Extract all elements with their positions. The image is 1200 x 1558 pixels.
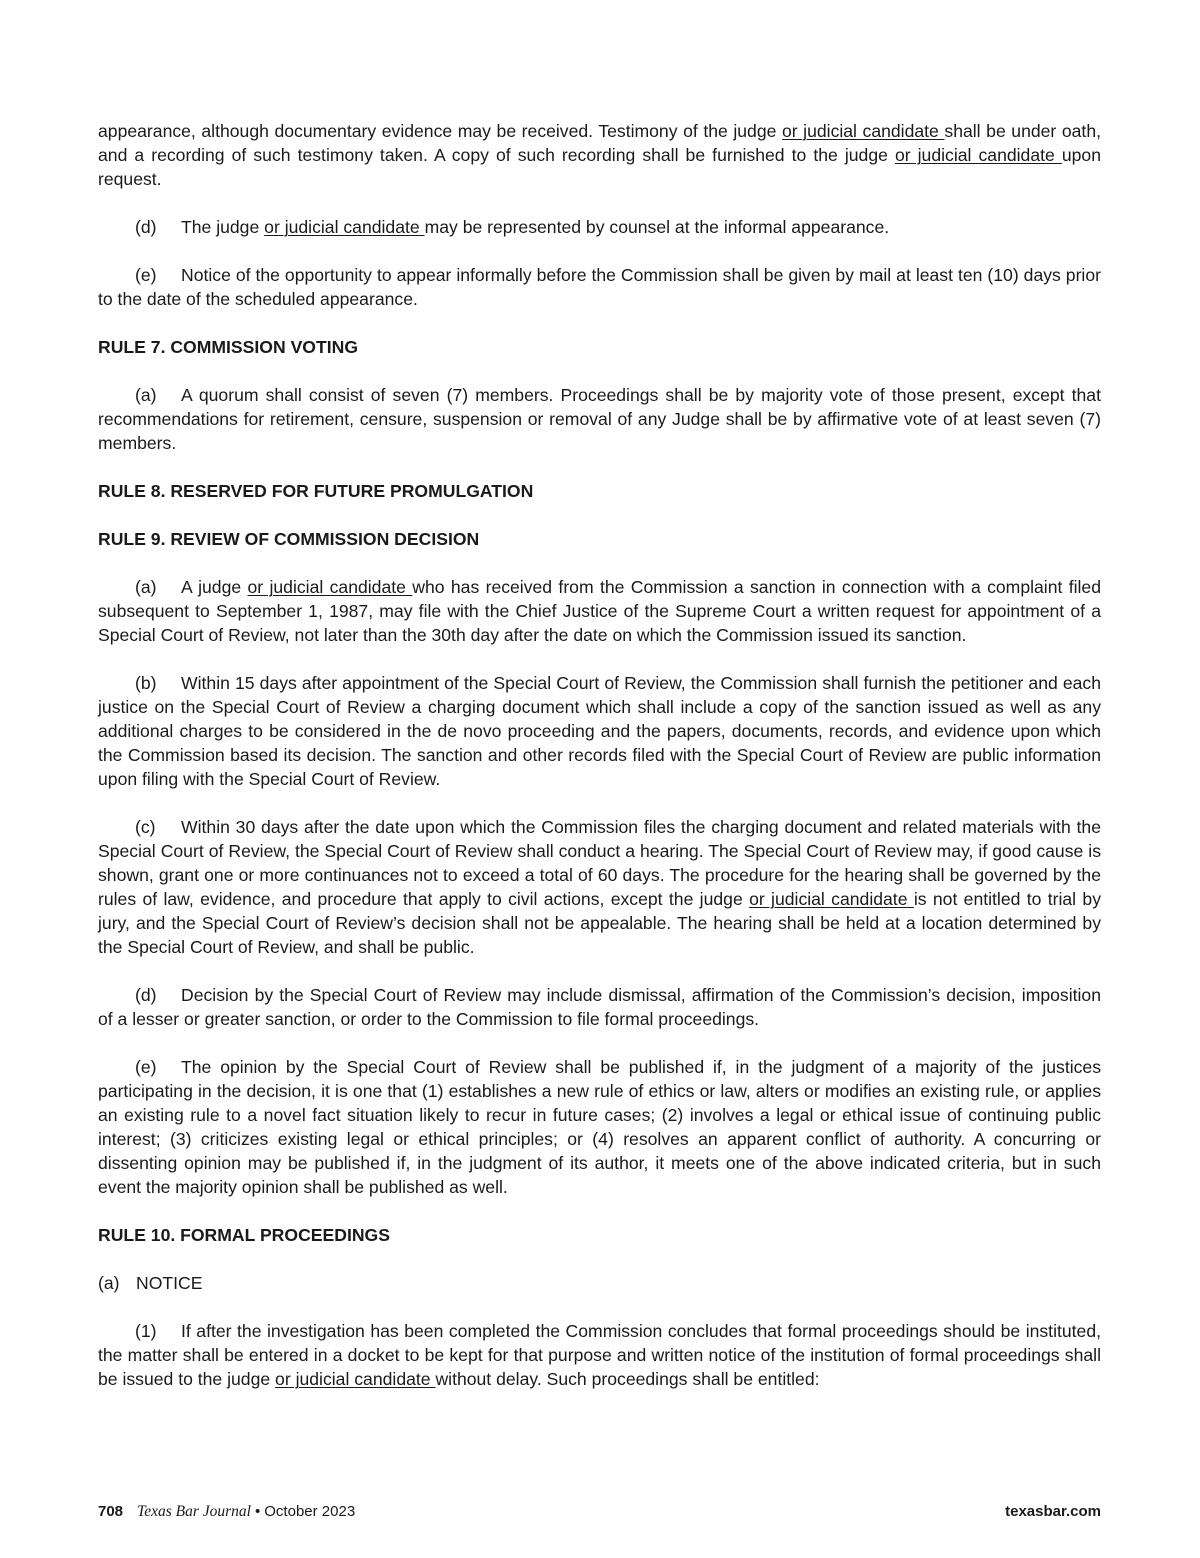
rule7-heading: RULE 7. COMMISSION VOTING bbox=[98, 337, 359, 357]
paragraph-label: (b) bbox=[135, 673, 157, 693]
paragraph-label: (e) bbox=[135, 1057, 157, 1077]
rule6-paragraph-d bbox=[98, 215, 1101, 239]
document-body bbox=[98, 119, 1101, 1391]
text: Decision by the Special Court of Review may include dismissal, affirmation of the Commission’s decision, imposition of a lesser or greater sanction, or order to the Commission to file formal proceedings. bbox=[98, 985, 1101, 1029]
rule7-paragraph-a bbox=[98, 383, 1101, 455]
text: upon request. bbox=[98, 145, 1101, 189]
paragraph-label: (a) bbox=[135, 385, 157, 405]
paragraph-continuation bbox=[98, 119, 1101, 191]
amendment-underline: or judicial candidate bbox=[749, 889, 914, 909]
text: A quorum shall consist of seven (7) members. Proceedings shall be by majority vote of those present, except that recommendations for retirement, censure, suspension or removal of any Judge shall be by affirmative vote of at least seven (7) members. bbox=[98, 385, 1101, 453]
page-number: 708 bbox=[98, 1503, 124, 1520]
paragraph-label: (d) bbox=[135, 217, 157, 237]
text: A judge bbox=[181, 577, 248, 597]
page-footer bbox=[98, 1503, 1101, 1527]
paragraph-label: (1) bbox=[135, 1321, 157, 1341]
amendment-underline: or judicial candidate bbox=[275, 1369, 436, 1389]
text: who has received from the Commission a sanction in connection with a complaint filed subsequent to September 1, 1987, may file with the Chief Justice of the Supreme Court a written request for appointment of a Special Court of Review, not later than the 30th day after the date on which the Commission issued its sanction. bbox=[98, 577, 1102, 645]
rule9-paragraph-c bbox=[98, 815, 1101, 959]
amendment-underline: or judicial candidate bbox=[781, 121, 945, 141]
text: is not entitled to trial by jury, and the Special Court of Review’s decision shall not be appealable. The hearing shall be held at a location determined by the Special Court of Review, and shall be public. bbox=[98, 889, 1101, 957]
rule8-heading: RULE 8. RESERVED FOR FUTURE PROMULGATION bbox=[98, 481, 534, 501]
rule10-heading: RULE 10. FORMAL PROCEEDINGS bbox=[98, 1225, 390, 1245]
text: without delay. Such proceedings shall be entitled: bbox=[435, 1369, 820, 1389]
rule9-paragraph-e bbox=[98, 1055, 1101, 1199]
rule10-paragraph-1 bbox=[98, 1319, 1101, 1391]
amendment-underline: or judicial candidate bbox=[264, 217, 425, 237]
paragraph-label: (a) bbox=[98, 1273, 120, 1293]
text: The judge bbox=[181, 217, 265, 237]
text: The opinion by the Special Court of Review shall be published if, in the judgment of a majority of the justices participating in the decision, it is one that (1) establishes a new rule of ethics or law, alters or modifies an existing rule, or applies an existing rule to a novel fact situation likely to recur in future cases; (2) involves a legal or ethical issue of continuing public interest; (3) criticizes existing legal or ethical principles; or (4) resolves an apparent conflict of authority. A concurring or dissenting opinion may be published if, in the judgment of its author, it meets one of the above indicated criteria, but in such event the majority opinion shall be published as well. bbox=[98, 1057, 1101, 1197]
text: Within 15 days after appointment of the Special Court of Review, the Commission shall furnish the petitioner and each justice on the Special Court of Review a charging document which shall include a copy of the sanction issued as well as any additional charges to be considered in the de novo proceeding and the papers, documents, records, and evidence upon which the Commission based its decision. The sanction and other records filed with the Special Court of Review are public information upon filing with the Special Court of Review. bbox=[98, 673, 1101, 789]
bullet-separator: • bbox=[255, 1503, 261, 1520]
text: Within 30 days after the date upon which the Commission files the charging document and related materials with the Special Court of Review, the Special Court of Review shall conduct a hearing. The Special Court of Review may, if good cause is shown, grant one or more continuances not to exceed a total of 60 days. The procedure for the hearing shall be governed by the rules of law, evidence, and procedure that apply to civil actions, except the judge bbox=[98, 817, 1101, 909]
text: appearance, although documentary evidence may be received. Testimony of the judge bbox=[98, 121, 782, 141]
footer-left bbox=[98, 1503, 355, 1521]
text: may be represented by counsel at the informal appearance. bbox=[424, 217, 890, 237]
rule9-paragraph-a bbox=[98, 575, 1101, 647]
subsection-title: NOTICE bbox=[136, 1273, 203, 1293]
rule10-subsection-a bbox=[98, 1271, 1101, 1295]
rule6-paragraph-e bbox=[98, 263, 1101, 311]
paragraph-label: (e) bbox=[135, 265, 157, 285]
paragraph-label: (c) bbox=[135, 817, 156, 837]
rule9-heading: RULE 9. REVIEW OF COMMISSION DECISION bbox=[98, 529, 480, 549]
text: shall be under oath, and a recording of such testimony taken. A copy of such recording shall be furnished to the judge bbox=[98, 121, 1101, 165]
rule9-paragraph-b bbox=[98, 671, 1101, 791]
text: Notice of the opportunity to appear informally before the Commission shall be given by mail at least ten (10) days prior to the date of the scheduled appearance. bbox=[98, 265, 1101, 309]
paragraph-label: (d) bbox=[135, 985, 157, 1005]
journal-name: Texas Bar Journal bbox=[137, 1503, 251, 1520]
paragraph-label: (a) bbox=[135, 577, 157, 597]
issue-date: October 2023 bbox=[264, 1503, 356, 1520]
rule9-paragraph-d bbox=[98, 983, 1101, 1031]
site-url: texasbar.com bbox=[1005, 1503, 1101, 1520]
amendment-underline: or judicial candidate bbox=[247, 577, 413, 597]
amendment-underline: or judicial candidate bbox=[894, 145, 1062, 165]
text: If after the investigation has been completed the Commission concludes that formal proceedings should be instituted, the matter shall be entered in a docket to be kept for that purpose and written notice of the institution of formal proceedings shall be issued to the judge bbox=[98, 1321, 1101, 1389]
